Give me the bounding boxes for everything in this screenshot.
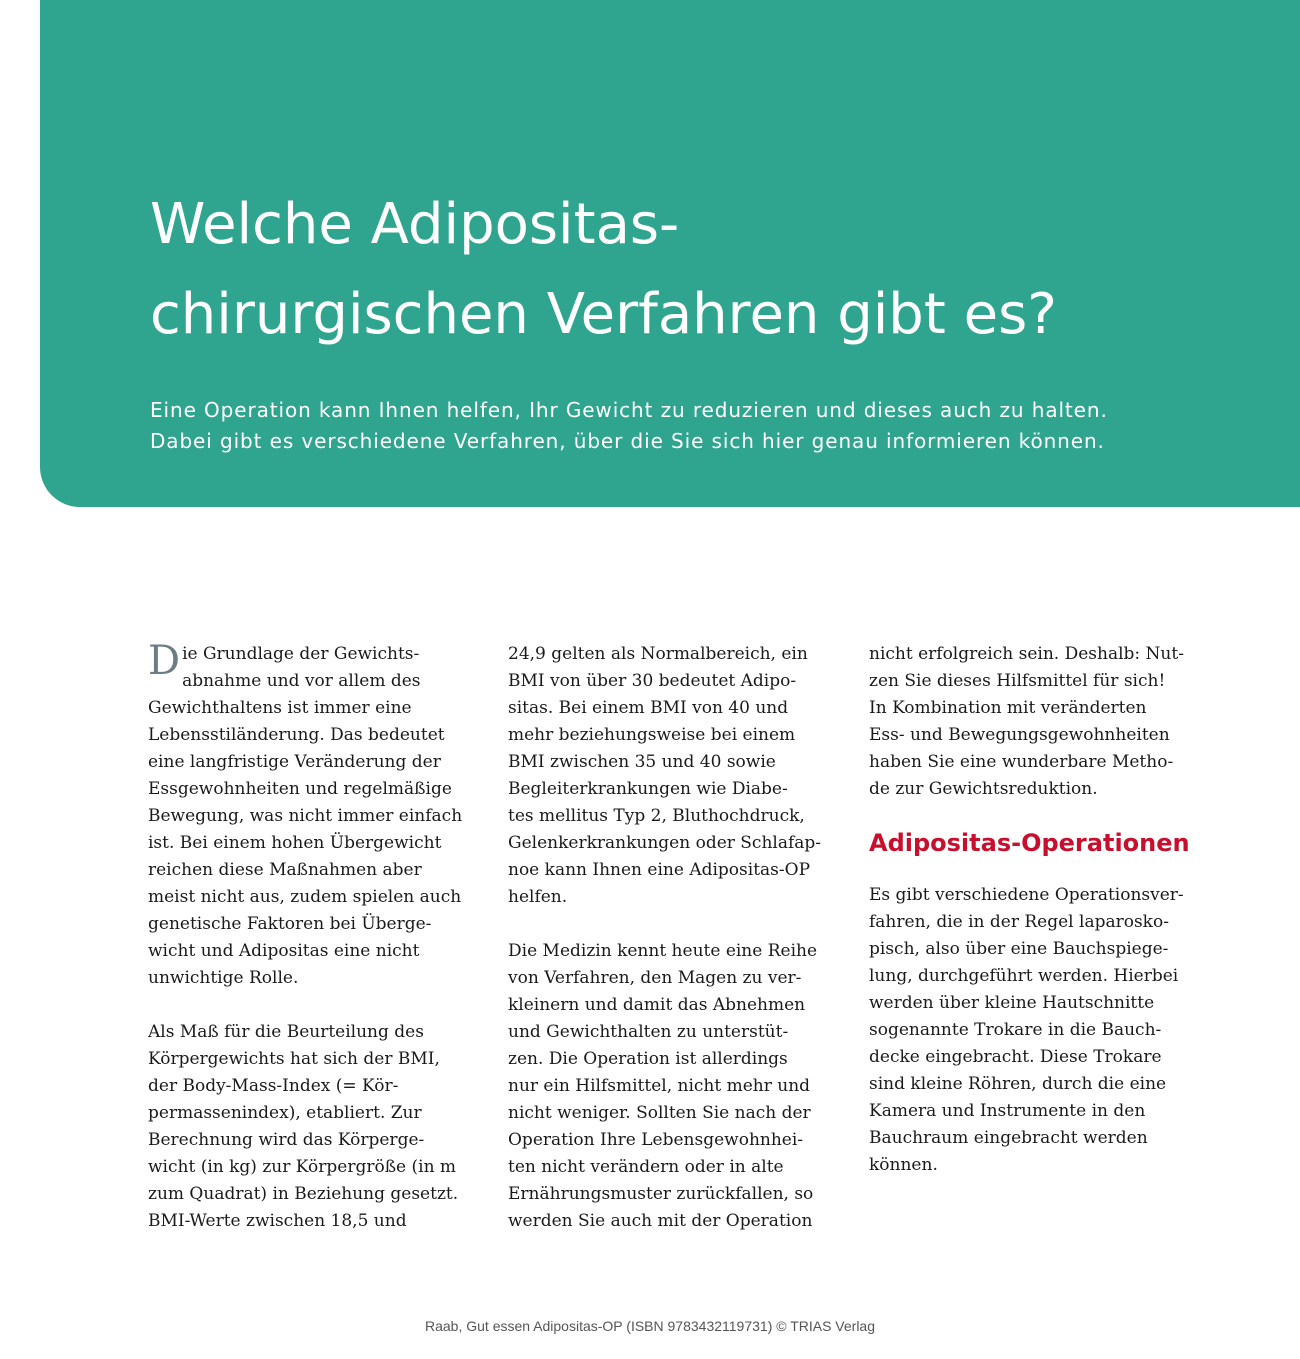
text-column-1	[148, 638, 498, 1235]
text-line: ist. Bei einem hohen Übergewicht	[148, 833, 442, 853]
text-line: und Gewichthalten zu unterstüt-	[508, 1022, 789, 1042]
paragraph	[508, 641, 858, 911]
text-line: nicht erfolgreich sein. Deshalb: Nut-	[869, 644, 1184, 664]
text-line: BMI-Werte zwischen 18,5 und	[148, 1211, 407, 1231]
text-line: permassenindex), etabliert. Zur	[148, 1103, 422, 1123]
lead-line: Eine Operation kann Ihnen helfen, Ihr Gewicht zu reduzieren und dieses auch zu halten.	[150, 398, 1108, 422]
text-line: Gelenkerkrankungen oder Schlafap-	[508, 833, 822, 853]
text-line: Lebensstiländerung. Das bedeutet	[148, 725, 445, 745]
paragraph	[869, 882, 1219, 1179]
text-line: Operation Ihre Lebensgewohnhei-	[508, 1130, 804, 1150]
text-line: ten nicht verändern oder in alte	[508, 1157, 784, 1177]
text-line: werden Sie auch mit der Operation	[508, 1211, 813, 1231]
text-line: Kamera und Instrumente in den	[869, 1101, 1146, 1121]
text-line: nur ein Hilfsmittel, nicht mehr und	[508, 1076, 811, 1096]
text-line: BMI von über 30 bedeutet Adipo-	[508, 671, 797, 691]
text-line: sitas. Bei einem BMI von 40 und	[508, 698, 789, 718]
text-line: Gewichthaltens ist immer eine	[148, 698, 412, 718]
text-line: sogenannte Trokare in die Bauch-	[869, 1020, 1162, 1040]
text-line: Ess- und Bewegungsgewohnheiten	[869, 725, 1170, 745]
lead-line: Dabei gibt es verschiedene Verfahren, über die Sie sich hier genau informieren können.	[150, 429, 1105, 453]
text-line: der Body-Mass-Index (= Kör-	[148, 1076, 399, 1096]
text-line: meist nicht aus, zudem spielen auch	[148, 887, 462, 907]
section-heading: Adipositas-Operationen	[869, 829, 1190, 857]
text-line: 24,9 gelten als Normalbereich, ein	[508, 644, 808, 664]
drop-cap: D	[148, 638, 181, 684]
text-line: Körpergewichts hat sich der BMI,	[148, 1049, 440, 1069]
text-line: genetische Faktoren bei Überge-	[148, 914, 432, 934]
text-line: können.	[869, 1155, 938, 1175]
text-line: wicht (in kg) zur Körpergröße (in m	[148, 1157, 457, 1177]
text-column-2	[508, 641, 858, 1235]
text-column-3	[869, 641, 1219, 1179]
title-line: chirurgischen Verfahren gibt es?	[150, 282, 1057, 347]
text-line: In Kombination mit veränderten	[869, 698, 1147, 718]
text-line: BMI zwischen 35 und 40 sowie	[508, 752, 776, 772]
text-line: fahren, die in der Regel laparosko-	[869, 912, 1169, 932]
text-line: zen Sie dieses Hilfsmittel für sich!	[869, 671, 1166, 691]
paragraph	[148, 638, 498, 992]
text-line: sind kleine Röhren, durch die eine	[869, 1074, 1167, 1094]
text-line: werden über kleine Hautschnitte	[869, 993, 1155, 1013]
text-line: lung, durchgeführt werden. Hierbei	[869, 966, 1179, 986]
lead-paragraph	[150, 395, 1270, 457]
text-line: reichen diese Maßnahmen aber	[148, 860, 422, 880]
paragraph	[148, 1019, 498, 1235]
text-line: unwichtige Rolle.	[148, 968, 299, 988]
text-line: Bewegung, was nicht immer einfach	[148, 806, 463, 826]
paragraph-gap	[508, 911, 858, 938]
paragraph	[869, 641, 1219, 803]
text-line: haben Sie eine wunderbare Metho-	[869, 752, 1174, 772]
text-line: Als Maß für die Beurteilung des	[148, 1022, 424, 1042]
text-line: nicht weniger. Sollten Sie nach der	[508, 1103, 811, 1123]
text-line: Ernährungsmuster zurückfallen, so	[508, 1184, 814, 1204]
text-line: zum Quadrat) in Beziehung gesetzt.	[148, 1184, 459, 1204]
text-line: Berechnung wird das Körperge-	[148, 1130, 425, 1150]
text-line: de zur Gewichtsreduktion.	[869, 779, 1098, 799]
text-line: noe kann Ihnen eine Adipositas-OP	[508, 860, 811, 880]
text-line: pisch, also über eine Bauchspiege-	[869, 939, 1169, 959]
text-line: wicht und Adipositas eine nicht	[148, 941, 420, 961]
text-line: decke eingebracht. Diese Trokare	[869, 1047, 1162, 1067]
text-line: helfen.	[508, 887, 568, 907]
text-line: Es gibt verschiedene Operationsver-	[869, 885, 1184, 905]
text-line: mehr beziehungsweise bei einem	[508, 725, 796, 745]
text-line: Essgewohnheiten und regelmäßige	[148, 779, 452, 799]
paragraph-gap	[148, 992, 498, 1019]
text-line: eine langfristige Veränderung der	[148, 752, 441, 772]
text-line: zen. Die Operation ist allerdings	[508, 1049, 788, 1069]
text-line: tes mellitus Typ 2, Bluthochdruck,	[508, 806, 805, 826]
page-title	[150, 180, 1270, 360]
text-line: abnahme und vor allem des	[182, 671, 421, 691]
text-line: ie Grundlage der Gewichts-	[182, 644, 420, 664]
text-line: Begleiterkrankungen wie Diabe-	[508, 779, 788, 799]
text-line: Bauchraum eingebracht werden	[869, 1128, 1148, 1148]
text-line: kleinern und damit das Abnehmen	[508, 995, 806, 1015]
text-line: von Verfahren, den Magen zu ver-	[508, 968, 802, 988]
text-line: Die Medizin kennt heute eine Reihe	[508, 941, 818, 961]
title-line: Welche Adipositas-	[150, 192, 680, 257]
paragraph	[508, 938, 858, 1235]
footer-citation: Raab, Gut essen Adipositas-OP (ISBN 9783432119731) © TRIAS Verlag	[424, 1318, 876, 1334]
